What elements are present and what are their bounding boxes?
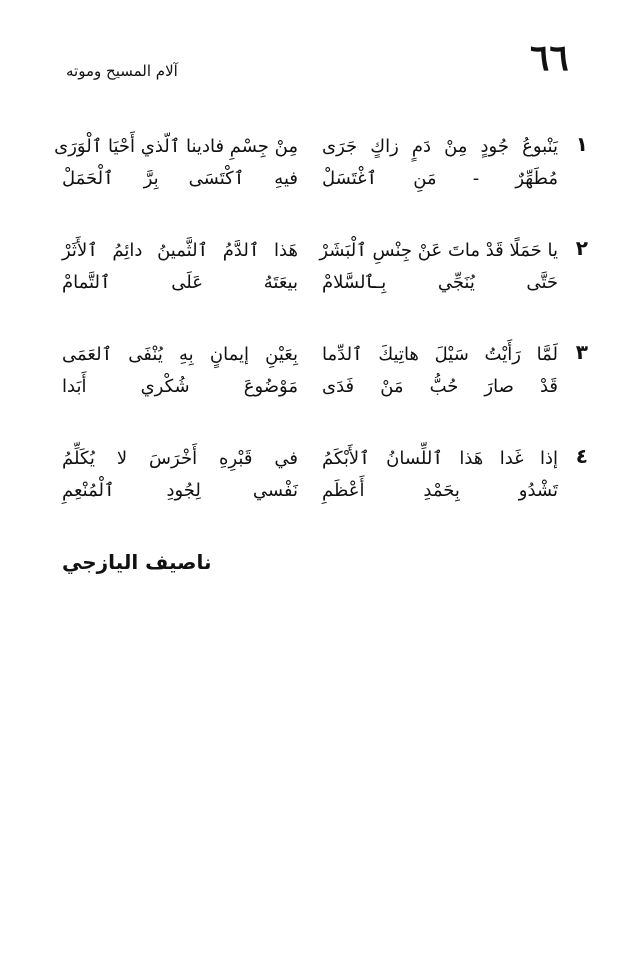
stanza-3 bbox=[62, 342, 588, 404]
verse-line bbox=[62, 270, 558, 298]
hemistich-right: يَنْبوعُ جُودٍ مِنْ دَمٍ زاكٍ جَرَى bbox=[322, 136, 558, 157]
verse-line bbox=[62, 238, 558, 266]
verse-line bbox=[62, 374, 558, 402]
stanza-1 bbox=[54, 132, 588, 196]
hemistich-right: حَتَّى يُنَجِّي بِـٱلسَّلامْ bbox=[322, 272, 558, 293]
hemistich-left: فيهِ ٱكْتَسَى بِرَّ ٱلْحَمَلْ bbox=[62, 168, 298, 189]
verse-line bbox=[62, 342, 558, 370]
hemistich-left: في قَبْرِهِ أَخْرَسَ لا يُكَلِّمُ bbox=[62, 448, 298, 469]
hemistich-left: مِنْ جِسْمِ فادينا ٱلّذي أَحْيَا ٱلْوَرَى bbox=[54, 136, 298, 157]
stanza-number: ١ bbox=[575, 132, 588, 156]
stanza-4 bbox=[62, 446, 588, 508]
hemistich-right: تَشْدُو بِحَمْدِ أَعْظَمِ bbox=[322, 480, 558, 501]
hemistich-right: لَمَّا رَأَيْتُ سَيْلَ هاتِيكَ ٱلدِّما bbox=[322, 344, 558, 365]
page-number: ٦٦ bbox=[530, 37, 569, 79]
running-title: آلام المسيح وموته bbox=[66, 62, 178, 80]
verse-line bbox=[62, 166, 558, 194]
hemistich-left: بيعَتَهُ عَلَى ٱلتَّمامْ bbox=[62, 272, 298, 293]
hemistich-left: هَذا ٱلدَّمُ ٱلثَّمينُ دائِمُ ٱلأَثَرْ bbox=[62, 240, 298, 261]
stanza-number: ٣ bbox=[575, 340, 588, 364]
poet-name: ناصيف اليازجي bbox=[62, 550, 212, 574]
stanza-2 bbox=[62, 238, 588, 300]
hemistich-right: مُطَهِّرٌ - مَنِ ٱغْتَسَلْ bbox=[322, 168, 558, 189]
stanza-number: ٢ bbox=[575, 236, 588, 260]
verse-line bbox=[62, 478, 558, 506]
hemistich-right: يا حَمَلًا قَدْ ماتَ عَنْ جِنْسِ ٱلْبَشَرْ bbox=[319, 240, 558, 261]
hemistich-left: مَوْضُوعَ شُكْري أَبَدا bbox=[62, 376, 298, 397]
verse-line bbox=[62, 446, 558, 474]
stanza-number: ٤ bbox=[575, 444, 588, 468]
hemistich-left: بِعَيْنِ إيمانٍ بِهِ يُنْفَى ٱلعَمَى bbox=[62, 344, 298, 365]
hemistich-right: قَدْ صارَ حُبُّ مَنْ فَدَى bbox=[322, 376, 558, 397]
hemistich-right: إذا غَدا هَذا ٱللِّسانُ ٱلأَبْكَمُ bbox=[322, 448, 558, 469]
hemistich-left: نَفْسي لِجُودِ ٱلْمُنْعِمِ bbox=[62, 480, 298, 501]
verse-line bbox=[54, 134, 558, 162]
